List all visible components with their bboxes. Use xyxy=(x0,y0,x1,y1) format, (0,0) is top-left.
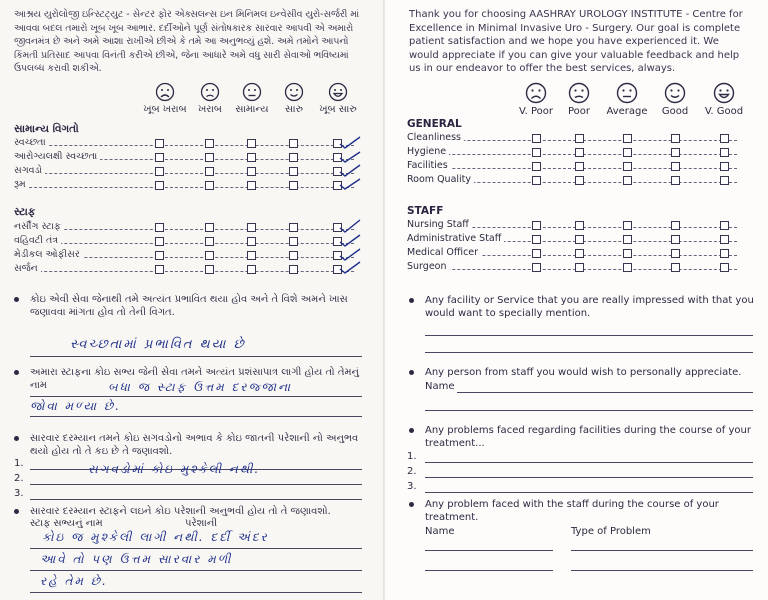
english-intro: Thank you for choosing AASHRAY UROLOGY INSTITUTE - Centre for Excellence in Minimal Invasive Uro - Surgery. Our goal is complete patient satisfaction and we hope you have experienced it. We would appreciate if you can give your valuable feedback and help us in our endeavor to offer the best services, always. xyxy=(409,9,743,74)
very-sad-face-icon xyxy=(155,82,175,102)
staff-section-title: STAFF xyxy=(407,205,444,217)
handwritten-tick-icon xyxy=(339,149,361,163)
answer-line[interactable] xyxy=(425,550,553,551)
rating-checkbox[interactable] xyxy=(575,176,584,185)
rating-checkbox[interactable] xyxy=(205,237,214,246)
very-sad-face-icon xyxy=(525,82,547,104)
rating-checkbox[interactable] xyxy=(575,263,584,272)
rating-checkbox[interactable] xyxy=(623,235,632,244)
q4-handwritten-answer-1: કોઇ જ મુશ્કેલી લાગી નથી. દર્દી અંદર xyxy=(42,530,269,544)
rating-checkbox[interactable] xyxy=(289,153,298,162)
handwritten-tick-icon xyxy=(339,135,361,149)
answer-line[interactable] xyxy=(571,570,753,571)
sad-face-icon xyxy=(568,82,590,104)
rating-checkbox[interactable] xyxy=(155,251,164,260)
general-row-hygiene xyxy=(14,151,384,165)
rating-checkbox[interactable] xyxy=(205,265,214,274)
rating-checkbox[interactable] xyxy=(155,181,164,190)
row-label: મેડીકલ ઓફીસર xyxy=(14,249,83,260)
q3-handwritten-answer: સગવડોમાં કોઇ મુશ્કેલી નથી. xyxy=(88,462,261,476)
answer-line[interactable] xyxy=(425,492,753,493)
rating-checkbox[interactable] xyxy=(532,235,541,244)
bullet xyxy=(409,502,414,507)
q2-handwritten-answer-2: જોવા મળ્યા છે. xyxy=(30,399,122,413)
rating-checkbox[interactable] xyxy=(289,139,298,148)
rating-checkbox[interactable] xyxy=(671,221,680,230)
english-page xyxy=(385,0,768,600)
answer-line[interactable] xyxy=(30,548,362,549)
q2-text: Any person from staff you would wish to personally appreciate. xyxy=(425,367,742,378)
answer-line[interactable] xyxy=(30,499,362,500)
rating-checkbox[interactable] xyxy=(575,162,584,171)
rating-checkbox[interactable] xyxy=(289,265,298,274)
smile-face-icon xyxy=(284,82,304,102)
answer-line[interactable] xyxy=(425,570,553,571)
rating-checkbox[interactable] xyxy=(247,237,256,246)
item-number: 2. xyxy=(14,473,24,484)
rating-checkbox[interactable] xyxy=(575,221,584,230)
answer-line[interactable] xyxy=(457,392,753,393)
rating-checkbox[interactable] xyxy=(247,181,256,190)
answer-line[interactable] xyxy=(425,477,753,478)
rating-checkbox[interactable] xyxy=(720,235,729,244)
handwritten-tick-icon xyxy=(339,163,361,177)
rating-checkbox[interactable] xyxy=(671,148,680,157)
sad-face-icon xyxy=(200,82,220,102)
rating-checkbox[interactable] xyxy=(205,251,214,260)
answer-line[interactable] xyxy=(425,352,753,353)
row-label: સ્વચ્છતા xyxy=(14,137,49,148)
q4-name-label: Name xyxy=(425,526,455,537)
q4-problem-label: પરેશાની xyxy=(185,518,218,529)
rating-checkbox[interactable] xyxy=(671,134,680,143)
q4-text: Any problem faced with the staff during the course of your treatment. xyxy=(425,499,719,523)
staff-row-nursing xyxy=(407,219,763,233)
handwritten-tick-icon xyxy=(339,219,361,233)
rating-checkbox[interactable] xyxy=(289,181,298,190)
row-label: Room Quality xyxy=(407,174,474,185)
row-label: Nursing Staff xyxy=(407,219,472,230)
general-row-cleanliness xyxy=(14,137,384,151)
row-label: Administrative Staff xyxy=(407,233,504,244)
staff-section-title: સ્ટાફ xyxy=(14,206,36,218)
answer-line[interactable] xyxy=(30,570,362,571)
rating-checkbox[interactable] xyxy=(720,148,729,157)
rating-checkbox[interactable] xyxy=(205,139,214,148)
rating-checkbox[interactable] xyxy=(671,235,680,244)
answer-line[interactable] xyxy=(30,396,362,397)
staff-row-medical-officer xyxy=(14,249,384,263)
neutral-face-icon xyxy=(242,82,262,102)
rating-checkbox[interactable] xyxy=(623,263,632,272)
rating-checkbox[interactable] xyxy=(623,148,632,157)
general-section-title: સામાન્ય વિગતો xyxy=(14,123,79,135)
big-smile-face-icon xyxy=(713,82,735,104)
bullet xyxy=(409,298,414,303)
staff-row-administrative xyxy=(14,235,384,249)
answer-line[interactable] xyxy=(30,416,362,417)
general-row-room-quality xyxy=(407,174,763,188)
row-label: રૂમ xyxy=(14,179,29,190)
scale-label: ખરાબ xyxy=(198,104,222,115)
rating-checkbox[interactable] xyxy=(532,148,541,157)
general-row-hygiene xyxy=(407,146,763,160)
bullet xyxy=(14,509,19,514)
scale-label: Average xyxy=(606,106,648,117)
rating-checkbox[interactable] xyxy=(247,139,256,148)
rating-checkbox[interactable] xyxy=(155,139,164,148)
general-row-facilities xyxy=(407,160,763,174)
staff-row-nursing xyxy=(14,221,384,235)
item-number: 1. xyxy=(14,458,24,469)
scale-label: સામાન્ય xyxy=(235,104,269,115)
rating-checkbox[interactable] xyxy=(575,235,584,244)
big-smile-face-icon xyxy=(328,82,348,102)
rating-checkbox[interactable] xyxy=(205,167,214,176)
rating-checkbox[interactable] xyxy=(532,263,541,272)
general-row-facilities xyxy=(14,165,384,179)
rating-checkbox[interactable] xyxy=(671,176,680,185)
rating-checkbox[interactable] xyxy=(623,249,632,258)
rating-checkbox[interactable] xyxy=(247,153,256,162)
rating-checkbox[interactable] xyxy=(720,176,729,185)
item-number: 3. xyxy=(14,488,24,499)
q1-handwritten-answer: સ્વચ્છતામાં પ્રભાવિત થયા છે xyxy=(70,337,246,352)
rating-checkbox[interactable] xyxy=(247,251,256,260)
rating-checkbox[interactable] xyxy=(155,237,164,246)
general-section-title: GENERAL xyxy=(407,118,462,130)
handwritten-tick-icon xyxy=(339,177,361,191)
general-row-room xyxy=(14,179,384,193)
row-label: વહિવટી તંત્ર xyxy=(14,235,61,246)
row-label: Surgeon xyxy=(407,261,450,272)
answer-line[interactable] xyxy=(30,592,362,593)
rating-checkbox[interactable] xyxy=(671,249,680,258)
q4-handwritten-answer-2: આવે તો પણ ઉત્તમ સારવાર મળી xyxy=(40,552,233,566)
scale-very-good xyxy=(308,82,368,115)
rating-checkbox[interactable] xyxy=(575,249,584,258)
rating-checkbox[interactable] xyxy=(205,223,214,232)
smile-face-icon xyxy=(664,82,686,104)
answer-line[interactable] xyxy=(425,335,753,336)
rating-checkbox[interactable] xyxy=(289,223,298,232)
staff-row-surgeon xyxy=(14,263,384,277)
scale-label: Poor xyxy=(567,106,591,117)
row-label: Hygiene xyxy=(407,146,449,157)
staff-row-surgeon xyxy=(407,261,763,275)
scale-label: V. Poor xyxy=(519,106,553,117)
rating-checkbox[interactable] xyxy=(155,265,164,274)
rating-checkbox[interactable] xyxy=(671,162,680,171)
bullet xyxy=(14,297,19,302)
q4-type-label: Type of Problem xyxy=(571,526,651,537)
rating-scale-english xyxy=(385,82,768,122)
rating-checkbox[interactable] xyxy=(205,153,214,162)
staff-row-administrative xyxy=(407,233,763,247)
rating-checkbox[interactable] xyxy=(289,237,298,246)
rating-checkbox[interactable] xyxy=(289,167,298,176)
answer-line[interactable] xyxy=(571,550,753,551)
q4-staff-name-label: સ્ટાફ સભ્યનું નામ xyxy=(30,518,103,529)
rating-checkbox[interactable] xyxy=(720,221,729,230)
q4-text: સારવાર દરમ્યાન સ્ટાફને લઇને કોઇ પરેશાની અનુભવી હોય તો તે જણાવશો. xyxy=(30,506,331,517)
rating-checkbox[interactable] xyxy=(155,167,164,176)
answer-line[interactable] xyxy=(30,356,362,357)
rating-checkbox[interactable] xyxy=(155,223,164,232)
rating-checkbox[interactable] xyxy=(532,249,541,258)
gujarati-intro: આશ્રય યુરોલોજી ઇન્સ્ટિટ્યુટ - સેન્ટર ફોર એક્સલન્સ ઇન મિનિમલ ઇન્વેસીવ યુરો-સર્જરી માં આવવા બદલ તમારો ખૂબ ખૂબ આભાર. દર્દીઓને પૂર્ણ સંતોષકારક સારવાર આપવી એ અમારો જીવનમંત્ર છે અને અમે આશા રાખીએ છીએ કે તમે આ અનુભવ્યું હશે. અમે તમોને આપનો કિંમતી પ્રતિસાદ આપવા વિનંતી કરીએ છીએ, જેના આધારે અમે વધુ સારી સેવાઓ ભવિષ્યમાં ઉપલબ્ધ કરાવી શકીએ. xyxy=(14,9,360,75)
answer-line[interactable] xyxy=(30,484,362,485)
rating-checkbox[interactable] xyxy=(623,162,632,171)
row-label: Cleanliness xyxy=(407,132,464,143)
scale-label: V. Good xyxy=(704,106,744,117)
q2-name-label: Name xyxy=(425,381,455,392)
rating-checkbox[interactable] xyxy=(623,134,632,143)
item-number: 1. xyxy=(407,451,417,462)
rating-checkbox[interactable] xyxy=(532,176,541,185)
rating-checkbox[interactable] xyxy=(720,162,729,171)
q2-handwritten-answer-1: બધા જ સ્ટાફ ઉત્તમ દરજ્જાના xyxy=(108,380,293,394)
rating-checkbox[interactable] xyxy=(247,223,256,232)
row-label: Facilities xyxy=(407,160,451,171)
rating-checkbox[interactable] xyxy=(532,134,541,143)
q1-text: Any facility or Service that you are really impressed with that you would want to specially mention. xyxy=(425,295,754,319)
row-label: Medical Officer xyxy=(407,247,481,258)
q1-text: કોઇ એવી સેવા જેનાથી તમે અત્યંત પ્રભાવિત થયા હોવ અને તે વિશે અમને ખાસ જણાવવા માંગતા હોવ તો તેની વિગત. xyxy=(30,294,348,318)
scale-label: ખૂબ ખરાબ xyxy=(143,104,187,115)
item-number: 2. xyxy=(407,466,417,477)
rating-checkbox[interactable] xyxy=(247,167,256,176)
staff-row-medical-officer xyxy=(407,247,763,261)
general-row-cleanliness xyxy=(407,132,763,146)
bullet xyxy=(14,370,19,375)
scale-very-good xyxy=(694,82,754,117)
answer-line[interactable] xyxy=(425,462,753,463)
row-label: સગવડો xyxy=(14,165,45,176)
handwritten-tick-icon xyxy=(339,261,361,275)
rating-checkbox[interactable] xyxy=(575,148,584,157)
rating-checkbox[interactable] xyxy=(720,134,729,143)
answer-line[interactable] xyxy=(425,410,753,411)
q3-text: Any problems faced regarding facilities during the course of your treatment... xyxy=(425,425,751,449)
rating-checkbox[interactable] xyxy=(623,176,632,185)
row-label: સર્જન xyxy=(14,263,41,274)
row-label: આરોગ્યલક્ષી સ્વચ્છતા xyxy=(14,151,100,162)
rating-checkbox[interactable] xyxy=(532,162,541,171)
scale-label: Good xyxy=(661,106,689,117)
rating-checkbox[interactable] xyxy=(247,265,256,274)
rating-checkbox[interactable] xyxy=(671,263,680,272)
rating-checkbox[interactable] xyxy=(532,221,541,230)
bullet xyxy=(409,370,414,375)
item-number: 3. xyxy=(407,481,417,492)
rating-checkbox[interactable] xyxy=(720,249,729,258)
q3-text: સારવાર દરમ્યાન તમને કોઇ સગવડોનો અભાવ કે કોઇ જાતની પરેશાની નો અનુભવ થયો હોય તો તે કઇ છે તે જણાવશો. xyxy=(30,433,359,457)
handwritten-tick-icon xyxy=(339,247,361,261)
rating-checkbox[interactable] xyxy=(155,153,164,162)
q2-text: અમારા સ્ટાફના કોઇ સભ્ય જેની સેવા તમને અત્યંત પ્રશંસાપાત્ર લાગી હોય તો તેમનું નામ xyxy=(30,367,359,391)
q4-handwritten-answer-3: રહે તેમ છે. xyxy=(40,574,108,588)
handwritten-tick-icon xyxy=(339,233,361,247)
rating-checkbox[interactable] xyxy=(575,134,584,143)
scale-label: ખૂબ સારુ xyxy=(319,104,357,115)
rating-checkbox[interactable] xyxy=(623,221,632,230)
row-label: નર્સીંગ સ્ટાફ xyxy=(14,221,64,232)
rating-checkbox[interactable] xyxy=(720,263,729,272)
rating-checkbox[interactable] xyxy=(205,181,214,190)
scale-label: સારુ xyxy=(285,104,303,115)
bullet xyxy=(409,428,414,433)
rating-scale-gujarati xyxy=(0,82,385,122)
neutral-face-icon xyxy=(616,82,638,104)
bullet xyxy=(14,436,19,441)
rating-checkbox[interactable] xyxy=(289,251,298,260)
